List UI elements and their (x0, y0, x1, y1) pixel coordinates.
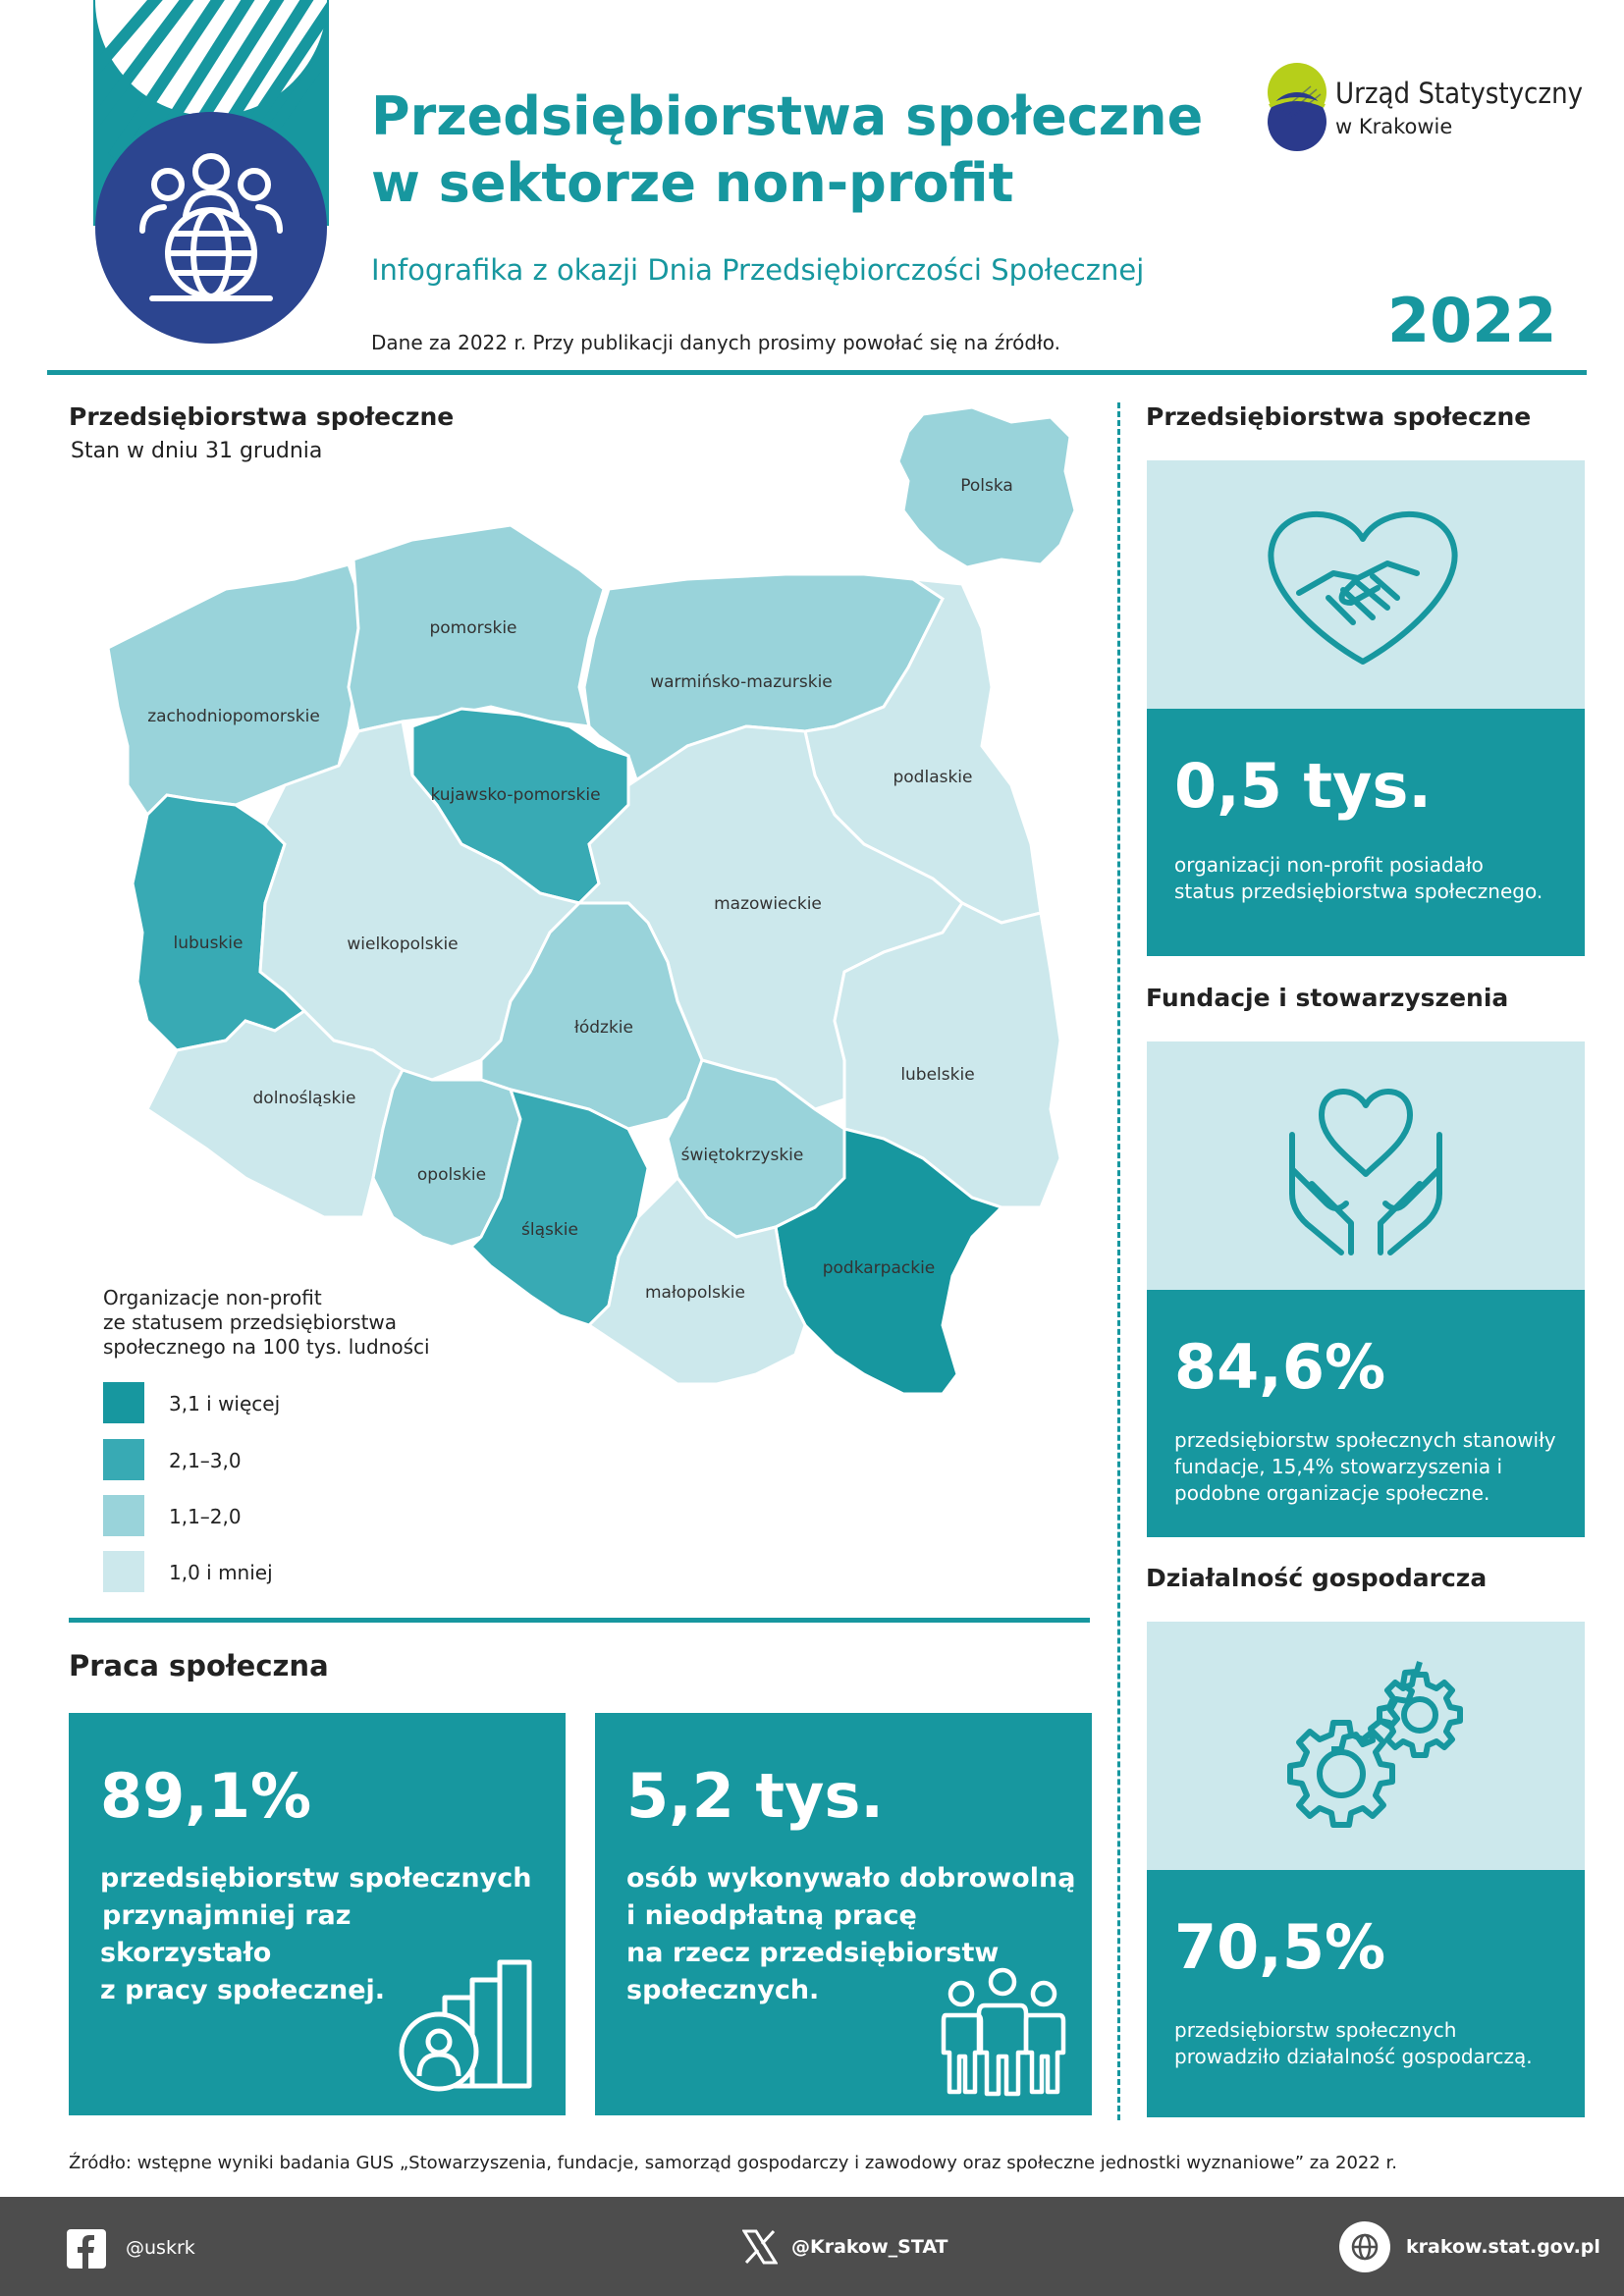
work-section-title: Praca społeczna (69, 1649, 329, 1682)
title-line-2: w sektorze non-profit (371, 152, 1014, 214)
legend-swatch-1 (103, 1382, 144, 1423)
legend-label-4: 1,0 i mniej (169, 1561, 273, 1584)
stat-desc-foundations (1174, 1427, 1556, 1507)
work-desc-line: i nieodpłatną pracę (626, 1900, 917, 1931)
work-box-1 (69, 1713, 566, 2115)
stat-desc-line: przedsiębiorstw społecznych stanowiły (1174, 1428, 1556, 1452)
work-desc-line: osób wykonywało dobrowolną (626, 1863, 1076, 1894)
work-box-2 (595, 1713, 1092, 2115)
year-label: 2022 (1387, 285, 1557, 356)
work-desc-line: przedsiębiorstw społecznych (100, 1863, 532, 1894)
work-desc-line: na rzecz przedsiębiorstw (626, 1938, 1000, 1968)
page-subtitle: Infografika z okazji Dnia Przedsiębiorczości Społecznej (371, 253, 1145, 287)
work-desc-line: przynajmniej raz (102, 1900, 352, 1931)
label-zachodniopomorskie: zachodniopomorskie (147, 707, 320, 726)
stat-desc-line: przedsiębiorstw społecznych (1174, 2018, 1457, 2042)
stat-desc-line: prowadziło działalność gospodarczą. (1174, 2045, 1533, 2068)
side-panel-2-icon-area (1147, 1041, 1585, 1290)
label-lodzkie: łódzkie (574, 1018, 633, 1038)
column-divider (1117, 402, 1120, 2120)
legend-swatch-4 (103, 1551, 144, 1592)
facebook-handle[interactable]: @uskrk (126, 2237, 195, 2259)
people-icon (934, 1966, 1071, 2099)
stat-desc-line: status przedsiębiorstwa społecznego. (1174, 880, 1543, 903)
work-desc-line: skorzystało (100, 1938, 272, 1968)
source-note: Źródło: wstępne wyniki badania GUS „Stowarzyszenia, fundacje, samorząd gospodarczy i zawodowy oraz społeczne jednostki wyznaniowe” za 2022 r. (69, 2153, 1397, 2173)
logo-line-2: w Krakowie (1335, 115, 1453, 138)
side-panel-3-icon-area (1147, 1622, 1585, 1870)
person-chart-icon (398, 1958, 545, 2096)
side-heading-3: Działalność gospodarcza (1146, 1564, 1488, 1592)
label-lubuskie: lubuskie (173, 934, 244, 953)
work-desc-line: społecznych. (626, 1975, 820, 2005)
side-panel-1-stat (1147, 709, 1585, 956)
label-polska: Polska (960, 476, 1013, 496)
legend-swatch-2 (103, 1439, 144, 1480)
legend-label-2: 2,1–3,0 (169, 1449, 242, 1472)
label-warminsko-mazurskie: warmińsko-mazurskie (650, 672, 833, 692)
work-value-1: 89,1% (100, 1760, 312, 1832)
stat-value-foundations: 84,6% (1174, 1331, 1386, 1403)
work-value-2: 5,2 tys. (626, 1760, 884, 1832)
stat-desc-line: podobne organizacje społeczne. (1174, 1481, 1490, 1505)
work-section-divider (69, 1618, 1090, 1623)
label-podkarpackie: podkarpackie (822, 1258, 936, 1278)
publication-note: Dane za 2022 r. Przy publikacji danych prosimy powołać się na źródło. (371, 331, 1060, 354)
title-line-1: Przedsiębiorstwa społeczne (371, 85, 1204, 147)
legend-title-line-2: ze statusem przedsiębiorstwa (103, 1310, 398, 1334)
stat-desc-line: fundacje, 15,4% stowarzyszenia i (1174, 1455, 1503, 1478)
legend-label-3: 1,1–2,0 (169, 1505, 242, 1528)
legend-title (103, 1286, 476, 1360)
x-icon[interactable] (742, 2229, 778, 2265)
label-slaskie: śląskie (521, 1220, 578, 1240)
side-panel-2-stat (1147, 1290, 1585, 1537)
stat-value-nonprofit: 0,5 tys. (1174, 750, 1432, 822)
label-malopolskie: małopolskie (644, 1283, 746, 1303)
label-wielkopolskie: wielkopolskie (347, 934, 459, 954)
logo-line-1: Urząd Statystyczny (1335, 77, 1584, 110)
legend-title-line-3: społecznego na 100 tys. ludności (103, 1335, 430, 1359)
footer (0, 2197, 1624, 2296)
side-panel-1-icon-area (1147, 460, 1585, 709)
hands-heart-icon (1272, 1076, 1459, 1262)
side-panel-3-stat (1147, 1870, 1585, 2117)
stat-value-business: 70,5% (1174, 1911, 1386, 1983)
globe-icon[interactable] (1338, 2220, 1391, 2273)
work-desc-line: z pracy społecznej. (100, 1975, 386, 2005)
label-opolskie: opolskie (416, 1165, 487, 1185)
legend-swatch-3 (103, 1495, 144, 1536)
stat-desc-line: organizacji non-profit posiadało (1174, 853, 1484, 877)
gears-icon (1272, 1656, 1469, 1842)
label-lubelskie: lubelskie (900, 1065, 975, 1085)
label-mazowieckie: mazowieckie (714, 894, 822, 914)
side-heading-2: Fundacje i stowarzyszenia (1146, 984, 1509, 1012)
label-pomorskie: pomorskie (429, 618, 517, 638)
side-heading-1: Przedsiębiorstwa społeczne (1146, 402, 1532, 431)
stat-desc-nonprofit (1174, 852, 1543, 905)
legend-title-line-1: Organizacje non-profit (103, 1286, 322, 1309)
website-link[interactable]: krakow.stat.gov.pl (1406, 2236, 1600, 2258)
facebook-link[interactable] (67, 2229, 106, 2269)
map-title: Przedsiębiorstwa społeczne (69, 402, 455, 431)
stat-desc-business (1174, 2017, 1533, 2070)
label-swietokrzyskie: świętokrzyskie (680, 1146, 804, 1165)
label-podlaskie: podlaskie (893, 768, 973, 787)
handshake-heart-icon (1260, 500, 1466, 671)
legend-label-1: 3,1 i więcej (169, 1392, 281, 1415)
map-subtitle: Stan w dniu 31 grudnia (71, 439, 323, 463)
facebook-icon (67, 2229, 106, 2269)
label-dolnoslaskie: dolnośląskie (252, 1089, 356, 1108)
label-kujawsko-pomorskie: kujawsko-pomorskie (430, 785, 601, 805)
x-handle[interactable]: @Krakow_STAT (791, 2236, 948, 2258)
